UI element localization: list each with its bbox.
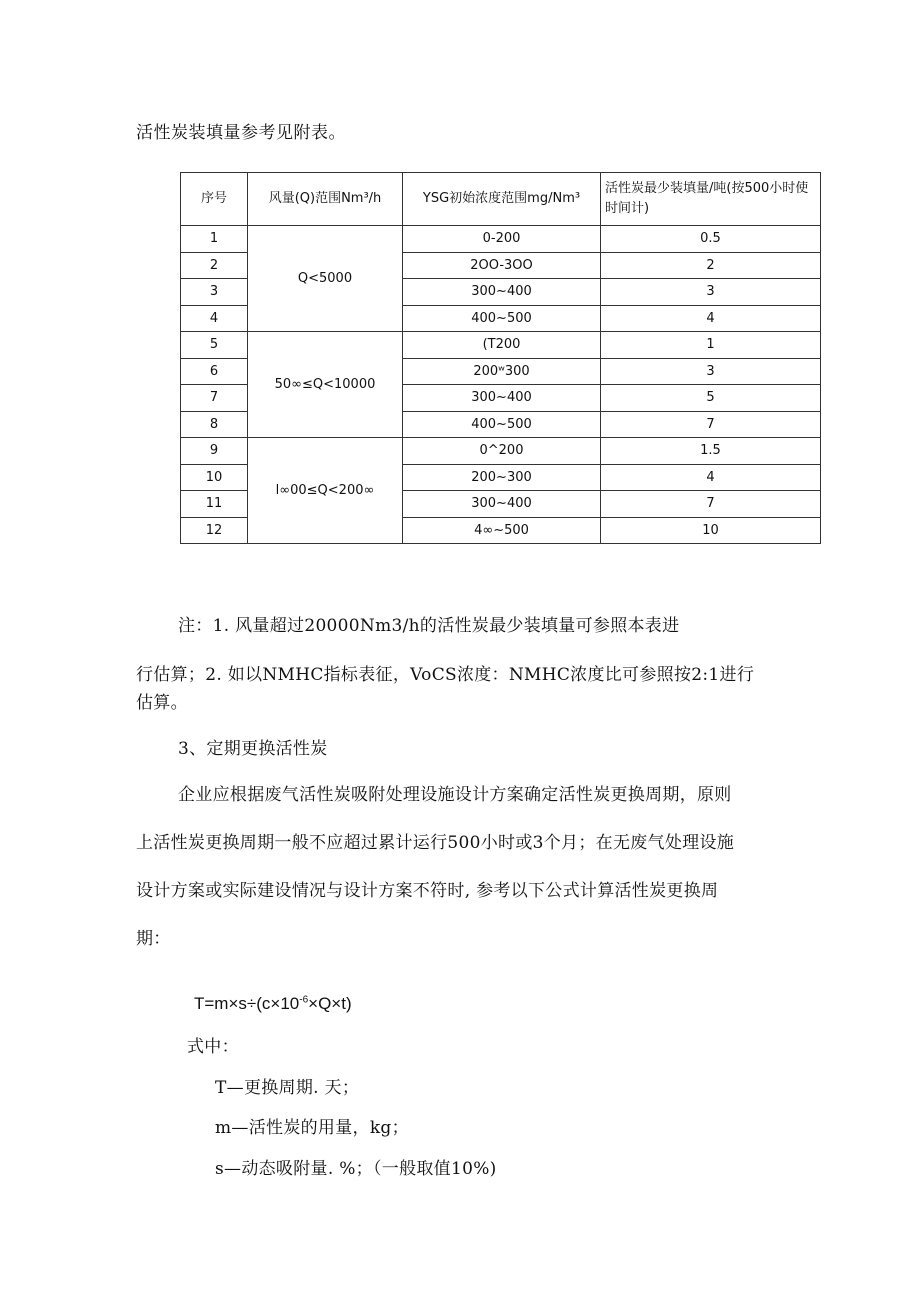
- where-label: 式中：: [187, 1037, 239, 1057]
- note-line-2: 行估算；2. 如以NMHC指标表征，VoCS浓度：NMHC浓度比可参照按2:1进行: [136, 665, 755, 685]
- reference-table: [180, 172, 821, 544]
- row-no: 7: [181, 385, 248, 412]
- amount-cell: 3: [601, 358, 821, 385]
- amount-cell: 10: [601, 517, 821, 544]
- row-no: 4: [181, 305, 248, 332]
- amount-cell: 1.5: [601, 438, 821, 465]
- definition-item: s—动态吸附量. %；（一般取值10%): [215, 1159, 497, 1179]
- conc-cell: 300~400: [403, 385, 601, 412]
- row-no: 9: [181, 438, 248, 465]
- body-line-3: 设计方案或实际建设情况与设计方案不符时, 参考以下公式计算活性炭更换周: [136, 881, 719, 901]
- amount-cell: 1: [601, 332, 821, 359]
- conc-cell: 300~400: [403, 491, 601, 518]
- conc-cell: 4∞~500: [403, 517, 601, 544]
- conc-cell: 2OO-3OO: [403, 252, 601, 279]
- conc-cell: 0-200: [403, 226, 601, 253]
- amount-cell: 7: [601, 411, 821, 438]
- row-no: 1: [181, 226, 248, 253]
- conc-cell: 200~300: [403, 464, 601, 491]
- conc-cell: 400~500: [403, 411, 601, 438]
- body-line-4: 期：: [136, 929, 171, 949]
- note-line-1: 注：1. 风量超过20000Nm3∕h的活性炭最少装填量可参照本表进: [178, 616, 680, 636]
- conc-cell: (T200: [403, 332, 601, 359]
- header-min-amount: 活性炭最少装填量/吨(按500小时使时间计): [601, 173, 821, 226]
- row-no: 8: [181, 411, 248, 438]
- conc-cell: 200ʷ300: [403, 358, 601, 385]
- row-no: 5: [181, 332, 248, 359]
- amount-cell: 0.5: [601, 226, 821, 253]
- conc-cell: 0^200: [403, 438, 601, 465]
- formula: [194, 994, 352, 1014]
- row-no: 2: [181, 252, 248, 279]
- header-flow-range: 风量(Q)范围Nm³/h: [248, 173, 403, 226]
- table-row: [181, 438, 821, 465]
- definition-item: T—更换周期. 天；: [215, 1078, 360, 1098]
- header-no: 序号: [181, 173, 248, 226]
- amount-cell: 2: [601, 252, 821, 279]
- table-row: [181, 332, 821, 359]
- formula-suffix: ×Q×t): [308, 994, 352, 1013]
- row-no: 3: [181, 279, 248, 306]
- flow-range-cell: Q<5000: [248, 226, 403, 332]
- definition-item: m—活性炭的用量，kg；: [215, 1118, 409, 1138]
- amount-cell: 4: [601, 305, 821, 332]
- table-header-row: [181, 173, 821, 226]
- intro-text: 活性炭装填量参考见附表。: [136, 123, 346, 143]
- row-no: 12: [181, 517, 248, 544]
- row-no: 6: [181, 358, 248, 385]
- amount-cell: 7: [601, 491, 821, 518]
- body-line-2: 上活性炭更换周期一般不应超过累计运行500小时或3个月；在无废气处理设施: [136, 833, 735, 853]
- conc-cell: 300~400: [403, 279, 601, 306]
- flow-range-cell: l∞00≤Q<200∞: [248, 438, 403, 544]
- header-concentration: YSG初始浓度范围mg/Nm³: [403, 173, 601, 226]
- flow-range-cell: 50∞≤Q<10000: [248, 332, 403, 438]
- table-row: [181, 226, 821, 253]
- section-title: 3、定期更换活性炭: [178, 739, 328, 759]
- amount-cell: 4: [601, 464, 821, 491]
- amount-cell: 3: [601, 279, 821, 306]
- row-no: 10: [181, 464, 248, 491]
- formula-exponent: -6: [299, 994, 309, 1006]
- note-line-3: 估算。: [136, 693, 188, 713]
- conc-cell: 400~500: [403, 305, 601, 332]
- row-no: 11: [181, 491, 248, 518]
- formula-prefix: T=m×s÷(c×10: [194, 994, 300, 1013]
- amount-cell: 5: [601, 385, 821, 412]
- body-line-1: 企业应根据废气活性炭吸附处理设施设计方案确定活性炭更换周期，原则: [178, 785, 732, 805]
